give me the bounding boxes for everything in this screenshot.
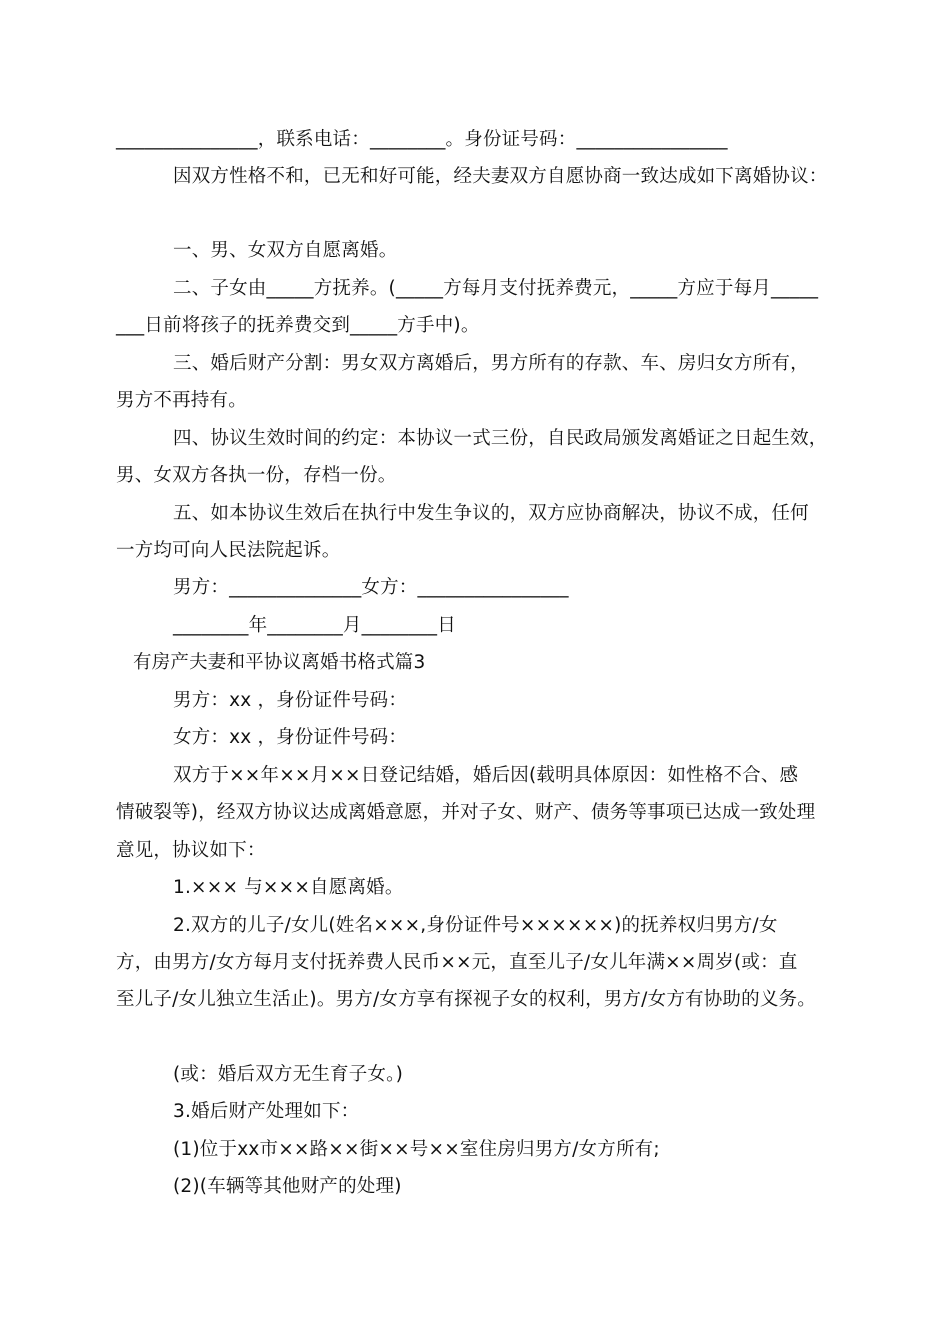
marriage-para-line-3: 意见，协议如下：: [116, 840, 266, 861]
clause-5-line-1: 五、如本协议生效后在执行中发生争议的，双方应协商解决，协议不成，任何: [173, 503, 809, 524]
item-2-line-1: 2.双方的儿子/女儿(姓名×××,身份证件号××××××)的抚养权归男方/女: [173, 915, 778, 936]
item-2-line-3: 至儿子/女儿独立生活止)。男方/女方享有探视子女的权利，男方/女方有协助的义务。: [116, 989, 816, 1010]
section-title: 有房产夫妻和平协议离婚书格式篇3: [133, 652, 426, 673]
marriage-para-line-1: 双方于××年××月××日登记结婚，婚后因(载明具体原因：如性格不合、感: [173, 765, 799, 786]
clause-1: 一、男、女双方自愿离婚。: [173, 240, 398, 261]
no-children-note: (或：婚后双方无生育子女。): [173, 1064, 403, 1085]
wife-id-line: 女方：xx ，身份证件号码：: [173, 727, 408, 748]
item-2-line-2: 方，由男方/女方每月支付抚养费人民币××元，直至儿子/女儿年满××周岁(或：直: [116, 952, 798, 973]
signature-line: 男方：______________女方：________________: [173, 577, 569, 598]
item-3-sub-1: (1)位于xx市××路××街××号××室住房归男方/女方所有;: [173, 1139, 660, 1160]
husband-id-line: 男方：xx ，身份证件号码：: [173, 690, 408, 711]
agreement-intro: 因双方性格不和，已无和好可能，经夫妻双方自愿协商一致达成如下离婚协议：: [173, 166, 828, 187]
clause-5-line-2: 一方均可向人民法院起诉。: [116, 540, 341, 561]
item-1: 1.××× 与×××自愿离婚。: [173, 877, 404, 898]
clause-3-line-1: 三、婚后财产分割：男女双方离婚后，男方所有的存款、车、房归女方所有，: [173, 353, 809, 374]
contact-id-line: _______________，联系电话：________。身份证号码：________________: [116, 129, 728, 150]
marriage-para-line-2: 情破裂等)，经双方协议达成离婚意愿，并对子女、财产、债务等事项已达成一致处理: [116, 802, 816, 823]
item-3-sub-2: (2)(车辆等其他财产的处理): [173, 1176, 402, 1197]
clause-2-line-2: ___日前将孩子的抚养费交到_____方手中)。: [116, 315, 480, 336]
item-3: 3.婚后财产处理如下：: [173, 1101, 360, 1122]
clause-4-line-2: 男、女双方各执一份，存档一份。: [116, 465, 397, 486]
date-line: ________年________月________日: [173, 615, 456, 636]
clause-2-line-1: 二、子女由_____方抚养。(_____方每月支付抚养费元，_____方应于每月_____: [173, 278, 819, 299]
clause-3-line-2: 男方不再持有。: [116, 390, 247, 411]
clause-4-line-1: 四、协议生效时间的约定：本协议一式三份，自民政局颁发离婚证之日起生效，: [173, 428, 828, 449]
